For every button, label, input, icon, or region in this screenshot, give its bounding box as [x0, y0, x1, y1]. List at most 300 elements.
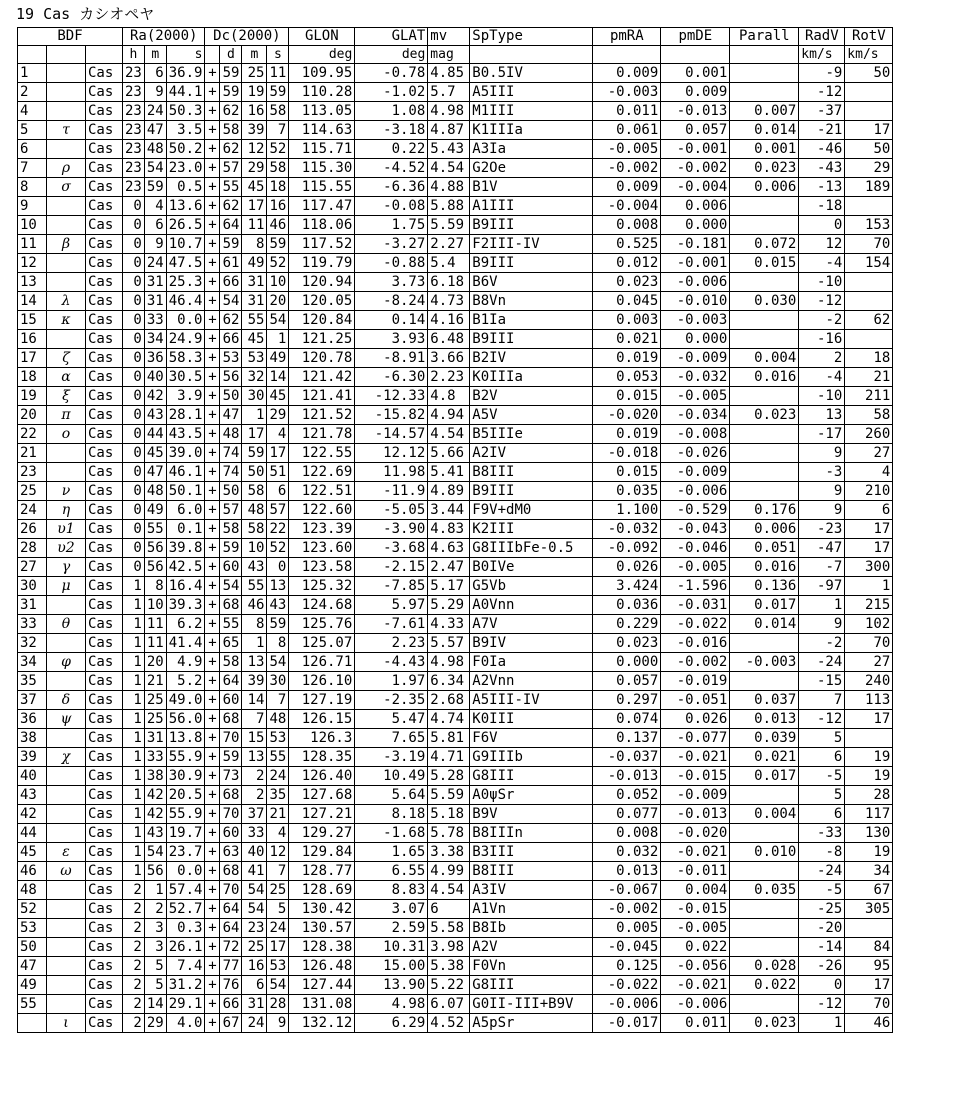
- dec-sign-cell: +: [205, 938, 220, 957]
- pmde-cell: -0.021: [661, 748, 730, 767]
- dec-sign-cell: +: [205, 140, 220, 159]
- glat-cell: -0.08: [355, 197, 428, 216]
- table-row: [18, 748, 893, 767]
- constellation-cell: Cas: [86, 235, 123, 254]
- constellation-cell: Cas: [86, 159, 123, 178]
- star-catalog-table: [17, 27, 893, 1033]
- sptype-cell: F0Vn: [470, 957, 593, 976]
- dec-s-cell: 55: [267, 748, 289, 767]
- pmde-cell: -0.026: [661, 444, 730, 463]
- table-row: [18, 805, 893, 824]
- dec-sign-cell: +: [205, 957, 220, 976]
- header-parall: Parall: [730, 28, 799, 46]
- ra-h-cell: 2: [123, 957, 145, 976]
- glat-cell: 2.23: [355, 634, 428, 653]
- dec-d-cell: 67: [220, 1014, 242, 1033]
- glat-cell: -7.61: [355, 615, 428, 634]
- pmra-cell: 0.015: [593, 387, 661, 406]
- bayer-letter-cell: [47, 216, 86, 235]
- pmde-cell: -1.596: [661, 577, 730, 596]
- dec-sign-cell: +: [205, 1014, 220, 1033]
- dec-m-cell: 12: [242, 140, 267, 159]
- dec-m-cell: 59: [242, 444, 267, 463]
- glon-cell: 117.52: [289, 235, 355, 254]
- radv-cell: -46: [799, 140, 845, 159]
- ra-h-cell: 1: [123, 710, 145, 729]
- dec-d-cell: 59: [220, 748, 242, 767]
- glon-cell: 122.55: [289, 444, 355, 463]
- glat-cell: -14.57: [355, 425, 428, 444]
- dec-d-cell: 58: [220, 653, 242, 672]
- glon-cell: 122.60: [289, 501, 355, 520]
- sptype-cell: G5Vb: [470, 577, 593, 596]
- pmde-cell: 0.004: [661, 881, 730, 900]
- pmra-cell: 0.053: [593, 368, 661, 387]
- glon-cell: 130.42: [289, 900, 355, 919]
- pmra-cell: -0.002: [593, 900, 661, 919]
- constellation-cell: Cas: [86, 216, 123, 235]
- sptype-cell: B9III: [470, 330, 593, 349]
- mv-cell: 4.63: [428, 539, 470, 558]
- constellation-cell: Cas: [86, 881, 123, 900]
- bayer-letter-cell: ψ: [47, 710, 86, 729]
- glat-cell: 1.08: [355, 102, 428, 121]
- pmra-cell: 0.052: [593, 786, 661, 805]
- ra-h-cell: 0: [123, 558, 145, 577]
- radv-cell: -3: [799, 463, 845, 482]
- dec-d-cell: 50: [220, 387, 242, 406]
- constellation-cell: Cas: [86, 938, 123, 957]
- header-empty: [730, 46, 799, 64]
- bdf-number-cell: 36: [18, 710, 47, 729]
- ra-h-cell: 0: [123, 482, 145, 501]
- ra-m-cell: 1: [144, 881, 166, 900]
- table-row: [18, 710, 893, 729]
- ra-m-cell: 49: [144, 501, 166, 520]
- table-row: [18, 83, 893, 102]
- sptype-cell: B0IVe: [470, 558, 593, 577]
- table-row: [18, 178, 893, 197]
- table-row: [18, 121, 893, 140]
- glon-cell: 126.48: [289, 957, 355, 976]
- pmde-cell: -0.077: [661, 729, 730, 748]
- ra-s-cell: 3.5: [166, 121, 205, 140]
- ra-s-cell: 58.3: [166, 349, 205, 368]
- pmra-cell: -0.037: [593, 748, 661, 767]
- ra-s-cell: 47.5: [166, 254, 205, 273]
- dec-m-cell: 45: [242, 330, 267, 349]
- radv-cell: -4: [799, 368, 845, 387]
- glat-cell: -3.19: [355, 748, 428, 767]
- ra-m-cell: 36: [144, 349, 166, 368]
- table-row: [18, 406, 893, 425]
- bdf-number-cell: 39: [18, 748, 47, 767]
- radv-cell: -12: [799, 83, 845, 102]
- ra-s-cell: 3.9: [166, 387, 205, 406]
- glat-cell: -3.18: [355, 121, 428, 140]
- pmde-cell: 0.011: [661, 1014, 730, 1033]
- pmra-cell: 0.077: [593, 805, 661, 824]
- ra-s-cell: 42.5: [166, 558, 205, 577]
- dec-d-cell: 54: [220, 292, 242, 311]
- ra-h-cell: 0: [123, 463, 145, 482]
- parallax-cell: [730, 273, 799, 292]
- constellation-cell: Cas: [86, 767, 123, 786]
- sptype-cell: A1Vn: [470, 900, 593, 919]
- constellation-cell: Cas: [86, 862, 123, 881]
- ra-s-cell: 0.1: [166, 520, 205, 539]
- radv-cell: -16: [799, 330, 845, 349]
- dec-sign-cell: +: [205, 881, 220, 900]
- dec-sign-cell: +: [205, 349, 220, 368]
- dec-s-cell: 8: [267, 634, 289, 653]
- header-dc-s: s: [267, 46, 289, 64]
- bayer-letter-cell: [47, 919, 86, 938]
- pmde-cell: -0.002: [661, 653, 730, 672]
- table-row: [18, 729, 893, 748]
- bayer-letter-cell: [47, 596, 86, 615]
- dec-sign-cell: +: [205, 520, 220, 539]
- radv-cell: -20: [799, 919, 845, 938]
- bayer-letter-cell: θ: [47, 615, 86, 634]
- dec-s-cell: 54: [267, 976, 289, 995]
- dec-sign-cell: +: [205, 539, 220, 558]
- ra-m-cell: 2: [144, 900, 166, 919]
- parallax-cell: 0.010: [730, 843, 799, 862]
- glon-cell: 109.95: [289, 64, 355, 83]
- bayer-letter-cell: [47, 881, 86, 900]
- dec-sign-cell: +: [205, 330, 220, 349]
- glat-cell: -6.36: [355, 178, 428, 197]
- pmra-cell: -0.013: [593, 767, 661, 786]
- pmde-cell: 0.000: [661, 330, 730, 349]
- bayer-letter-cell: [47, 729, 86, 748]
- bdf-number-cell: 26: [18, 520, 47, 539]
- header-rotv-unit: km/s: [845, 46, 893, 64]
- dec-s-cell: 13: [267, 577, 289, 596]
- constellation-cell: Cas: [86, 387, 123, 406]
- constellation-cell: Cas: [86, 615, 123, 634]
- dec-sign-cell: +: [205, 368, 220, 387]
- dec-sign-cell: +: [205, 691, 220, 710]
- dec-sign-cell: +: [205, 653, 220, 672]
- radv-cell: -2: [799, 311, 845, 330]
- glon-cell: 126.15: [289, 710, 355, 729]
- radv-cell: -8: [799, 843, 845, 862]
- dec-sign-cell: +: [205, 254, 220, 273]
- pmde-cell: -0.009: [661, 349, 730, 368]
- bdf-number-cell: 10: [18, 216, 47, 235]
- glat-cell: 6.55: [355, 862, 428, 881]
- ra-h-cell: 1: [123, 634, 145, 653]
- ra-s-cell: 4.0: [166, 1014, 205, 1033]
- mv-cell: 4.89: [428, 482, 470, 501]
- dec-sign-cell: +: [205, 558, 220, 577]
- radv-cell: 9: [799, 615, 845, 634]
- pmra-cell: -0.002: [593, 159, 661, 178]
- rotv-cell: 210: [845, 482, 893, 501]
- bdf-number-cell: 52: [18, 900, 47, 919]
- ra-s-cell: 50.2: [166, 140, 205, 159]
- parallax-cell: [730, 482, 799, 501]
- radv-cell: 1: [799, 596, 845, 615]
- table-row: [18, 862, 893, 881]
- ra-h-cell: 0: [123, 368, 145, 387]
- pmra-cell: 0.074: [593, 710, 661, 729]
- ra-s-cell: 55.9: [166, 805, 205, 824]
- ra-m-cell: 24: [144, 102, 166, 121]
- rotv-cell: 17: [845, 976, 893, 995]
- constellation-cell: Cas: [86, 653, 123, 672]
- table-body: [18, 64, 893, 1033]
- table-row: [18, 444, 893, 463]
- pmde-cell: -0.011: [661, 862, 730, 881]
- dec-sign-cell: +: [205, 577, 220, 596]
- dec-s-cell: 4: [267, 824, 289, 843]
- glat-cell: 12.12: [355, 444, 428, 463]
- pmra-cell: -0.045: [593, 938, 661, 957]
- ra-h-cell: 1: [123, 596, 145, 615]
- ra-h-cell: 23: [123, 140, 145, 159]
- mv-cell: 4.71: [428, 748, 470, 767]
- glon-cell: 123.39: [289, 520, 355, 539]
- glon-cell: 126.71: [289, 653, 355, 672]
- dec-s-cell: 54: [267, 653, 289, 672]
- ra-m-cell: 9: [144, 83, 166, 102]
- dec-m-cell: 46: [242, 596, 267, 615]
- ra-s-cell: 36.9: [166, 64, 205, 83]
- bayer-letter-cell: [47, 938, 86, 957]
- sptype-cell: B9V: [470, 805, 593, 824]
- dec-sign-cell: +: [205, 273, 220, 292]
- ra-s-cell: 26.1: [166, 938, 205, 957]
- dec-s-cell: 28: [267, 995, 289, 1014]
- radv-cell: 12: [799, 235, 845, 254]
- radv-cell: -15: [799, 672, 845, 691]
- glon-cell: 129.84: [289, 843, 355, 862]
- dec-d-cell: 48: [220, 425, 242, 444]
- glat-cell: -3.27: [355, 235, 428, 254]
- dec-d-cell: 76: [220, 976, 242, 995]
- glat-cell: -2.15: [355, 558, 428, 577]
- dec-m-cell: 48: [242, 501, 267, 520]
- pmra-cell: 0.009: [593, 64, 661, 83]
- mv-cell: 5.18: [428, 805, 470, 824]
- pmra-cell: -0.018: [593, 444, 661, 463]
- dec-m-cell: 31: [242, 273, 267, 292]
- ra-h-cell: 1: [123, 691, 145, 710]
- constellation-cell: Cas: [86, 843, 123, 862]
- table-row: [18, 881, 893, 900]
- dec-sign-cell: +: [205, 311, 220, 330]
- bayer-letter-cell: ι: [47, 1014, 86, 1033]
- glon-cell: 119.79: [289, 254, 355, 273]
- glat-cell: 1.97: [355, 672, 428, 691]
- ra-h-cell: 23: [123, 102, 145, 121]
- dec-s-cell: 7: [267, 691, 289, 710]
- pmra-cell: 0.229: [593, 615, 661, 634]
- bdf-number-cell: 50: [18, 938, 47, 957]
- pmde-cell: -0.022: [661, 615, 730, 634]
- parallax-cell: 0.023: [730, 159, 799, 178]
- ra-s-cell: 29.1: [166, 995, 205, 1014]
- dec-d-cell: 72: [220, 938, 242, 957]
- glon-cell: 125.76: [289, 615, 355, 634]
- dec-s-cell: 35: [267, 786, 289, 805]
- ra-m-cell: 25: [144, 710, 166, 729]
- header-ra-h: h: [123, 46, 145, 64]
- dec-sign-cell: +: [205, 387, 220, 406]
- mv-cell: 5.66: [428, 444, 470, 463]
- constellation-cell: Cas: [86, 919, 123, 938]
- ra-s-cell: 26.5: [166, 216, 205, 235]
- pmra-cell: -0.006: [593, 995, 661, 1014]
- mv-cell: 5.57: [428, 634, 470, 653]
- glon-cell: 121.52: [289, 406, 355, 425]
- ra-h-cell: 1: [123, 577, 145, 596]
- constellation-cell: Cas: [86, 957, 123, 976]
- ra-s-cell: 25.3: [166, 273, 205, 292]
- pmde-cell: -0.031: [661, 596, 730, 615]
- glat-cell: -1.02: [355, 83, 428, 102]
- parallax-cell: 0.001: [730, 140, 799, 159]
- radv-cell: -23: [799, 520, 845, 539]
- mv-cell: 4.54: [428, 159, 470, 178]
- constellation-cell: Cas: [86, 406, 123, 425]
- glat-cell: -12.33: [355, 387, 428, 406]
- pmde-cell: -0.032: [661, 368, 730, 387]
- radv-cell: -5: [799, 881, 845, 900]
- ra-s-cell: 0.5: [166, 178, 205, 197]
- radv-cell: 1: [799, 1014, 845, 1033]
- rotv-cell: 58: [845, 406, 893, 425]
- dec-s-cell: 9: [267, 1014, 289, 1033]
- bayer-letter-cell: [47, 273, 86, 292]
- table-row: [18, 577, 893, 596]
- mv-cell: 5.59: [428, 786, 470, 805]
- pmra-cell: 0.137: [593, 729, 661, 748]
- glon-cell: 128.77: [289, 862, 355, 881]
- radv-cell: -2: [799, 634, 845, 653]
- rotv-cell: 4: [845, 463, 893, 482]
- rotv-cell: 113: [845, 691, 893, 710]
- ra-m-cell: 4: [144, 197, 166, 216]
- glat-cell: -8.91: [355, 349, 428, 368]
- glat-cell: 6.29: [355, 1014, 428, 1033]
- rotv-cell: 28: [845, 786, 893, 805]
- dec-sign-cell: +: [205, 102, 220, 121]
- pmde-cell: -0.001: [661, 254, 730, 273]
- constellation-cell: Cas: [86, 482, 123, 501]
- parallax-cell: [730, 919, 799, 938]
- ra-s-cell: 24.9: [166, 330, 205, 349]
- constellation-cell: Cas: [86, 102, 123, 121]
- pmde-cell: -0.043: [661, 520, 730, 539]
- table-row: [18, 482, 893, 501]
- pmde-cell: -0.021: [661, 976, 730, 995]
- table-row: [18, 767, 893, 786]
- mv-cell: 5.22: [428, 976, 470, 995]
- sptype-cell: B5IIIe: [470, 425, 593, 444]
- ra-s-cell: 44.1: [166, 83, 205, 102]
- ra-s-cell: 30.5: [166, 368, 205, 387]
- pmra-cell: 0.032: [593, 843, 661, 862]
- constellation-cell: Cas: [86, 330, 123, 349]
- mv-cell: 6.07: [428, 995, 470, 1014]
- dec-m-cell: 43: [242, 558, 267, 577]
- dec-d-cell: 58: [220, 520, 242, 539]
- mv-cell: 4.73: [428, 292, 470, 311]
- bdf-number-cell: 32: [18, 634, 47, 653]
- dec-m-cell: 13: [242, 653, 267, 672]
- dec-m-cell: 16: [242, 957, 267, 976]
- bayer-letter-cell: [47, 995, 86, 1014]
- pmra-cell: 0.011: [593, 102, 661, 121]
- dec-sign-cell: +: [205, 729, 220, 748]
- table-row: [18, 843, 893, 862]
- glon-cell: 120.78: [289, 349, 355, 368]
- ra-m-cell: 42: [144, 805, 166, 824]
- dec-sign-cell: +: [205, 995, 220, 1014]
- dec-sign-cell: +: [205, 235, 220, 254]
- ra-s-cell: 30.9: [166, 767, 205, 786]
- pmra-cell: 0.013: [593, 862, 661, 881]
- dec-sign-cell: +: [205, 292, 220, 311]
- dec-s-cell: 18: [267, 178, 289, 197]
- glat-cell: 3.93: [355, 330, 428, 349]
- bdf-number-cell: 8: [18, 178, 47, 197]
- ra-h-cell: 0: [123, 216, 145, 235]
- glon-cell: 125.07: [289, 634, 355, 653]
- rotv-cell: 189: [845, 178, 893, 197]
- bayer-letter-cell: υ2: [47, 539, 86, 558]
- mv-cell: 5.43: [428, 140, 470, 159]
- sptype-cell: B9IV: [470, 634, 593, 653]
- dec-s-cell: 58: [267, 102, 289, 121]
- rotv-cell: 29: [845, 159, 893, 178]
- pmra-cell: 0.125: [593, 957, 661, 976]
- table-row: [18, 520, 893, 539]
- ra-h-cell: 1: [123, 615, 145, 634]
- pmra-cell: 0.525: [593, 235, 661, 254]
- dec-m-cell: 32: [242, 368, 267, 387]
- pmde-cell: -0.005: [661, 387, 730, 406]
- sptype-cell: F6V: [470, 729, 593, 748]
- rotv-cell: 260: [845, 425, 893, 444]
- dec-s-cell: 53: [267, 957, 289, 976]
- dec-s-cell: 52: [267, 254, 289, 273]
- bdf-number-cell: 30: [18, 577, 47, 596]
- ra-m-cell: 44: [144, 425, 166, 444]
- constellation-cell: Cas: [86, 729, 123, 748]
- mv-cell: 5.59: [428, 216, 470, 235]
- mv-cell: 5.38: [428, 957, 470, 976]
- pmde-cell: -0.003: [661, 311, 730, 330]
- sptype-cell: B8Ib: [470, 919, 593, 938]
- radv-cell: -21: [799, 121, 845, 140]
- pmra-cell: 0.057: [593, 672, 661, 691]
- parallax-cell: [730, 634, 799, 653]
- dec-d-cell: 54: [220, 577, 242, 596]
- pmde-cell: 0.006: [661, 197, 730, 216]
- dec-d-cell: 70: [220, 729, 242, 748]
- header-empty: [47, 46, 86, 64]
- glat-cell: -6.30: [355, 368, 428, 387]
- bdf-number-cell: 16: [18, 330, 47, 349]
- dec-sign-cell: +: [205, 83, 220, 102]
- radv-cell: 9: [799, 482, 845, 501]
- pmde-cell: -0.009: [661, 463, 730, 482]
